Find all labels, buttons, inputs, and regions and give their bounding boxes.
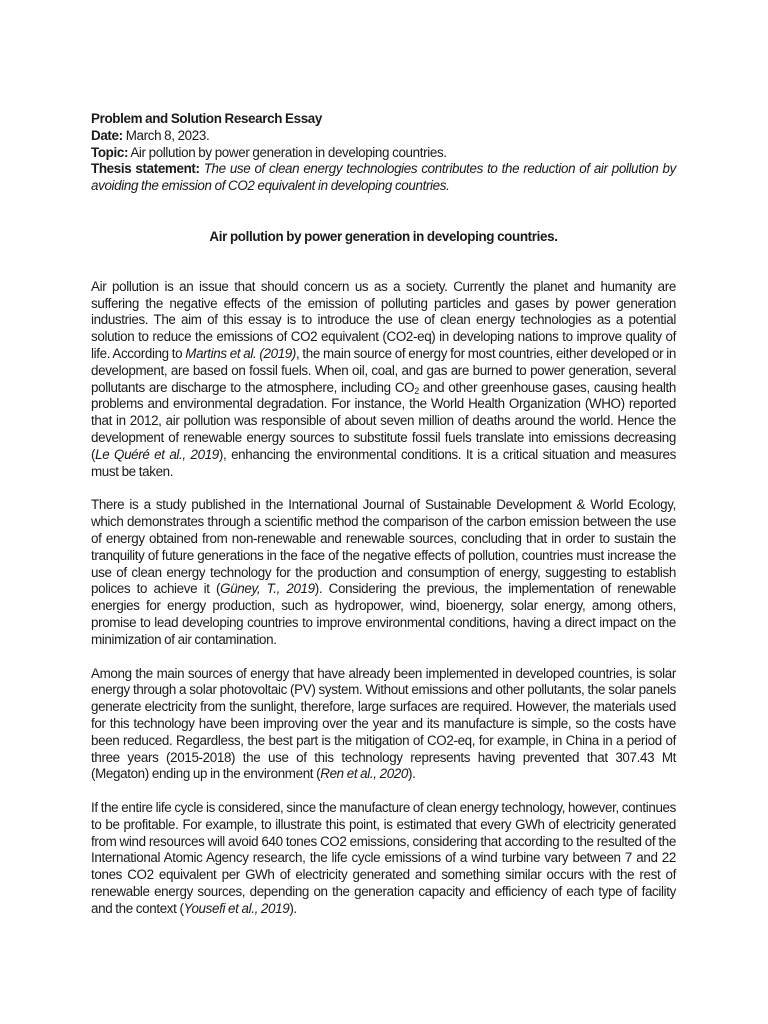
paragraph-text: Among the main sources of energy that have already been implemented in developed countries, is solar energy through a solar photovoltaic (PV) system. Without emissions and other pollutants, the solar panels generate electricity from the sunlight, therefore, large surfaces are required. However, the materials used for this technology have been improving over the year and its manufacture is simple, so the costs have been reduced. Regardless, the best part is the mitigation of CO2-eq, for example, in China in a period of three years (2015-2018) the use of this technology represents having prevented that 307.43 Mt (Megaton) ending up in the environment ( (91, 665, 676, 782)
essay-heading: Problem and Solution Research Essay (91, 111, 322, 126)
citation: Ren et al., 2020 (320, 766, 408, 782)
paragraph-text: If the entire life cycle is considered, since the manufacture of clean energy technology, however, continues to be profitable. For example, to illustrate this point, is estimated that every GWh of electricity generated from wind resources will avoid 640 tones CO2 emissions, considering that according to the resulted of the International Atomic Agency research, the life cycle emissions of a wind turbine vary between 7 and 22 tones CO2 equivalent per GWh of electricity generated and something similar occurs with the rest of renewable energy sources, depending on the generation capacity and efficiency of each type of facility and the context ( (91, 800, 676, 916)
topic-value: Air pollution by power generation in developing countries. (130, 144, 447, 160)
paragraph-text: There is a study published in the International Journal of Sustainable Development & World Ecology, which demonstrates through a scientific method the comparison of the carbon emission between the use of energy obtained from non-renewable and renewable sources, concluding that in order to sustain the tranquility of future generations in the face of the negative effects of pollution, countries must increase the use of clean energy technology for the production and consumption of energy, suggesting to establish polices to achieve it ( (91, 497, 676, 597)
paragraph-4 (91, 800, 676, 918)
date-label: Date: (91, 127, 123, 143)
paragraph-text: ). (408, 766, 416, 782)
date-line (91, 128, 676, 145)
thesis-line (91, 161, 676, 195)
paragraph-text: ). Considering the previous, the implementation of renewable energies for energy production, such as hydropower, wind, bioenergy, solar energy, among others, promise to lead developing countries to improve environmental conditions, having a direct impact on the minimization of air contamination. (91, 581, 677, 647)
topic-label: Topic: (91, 144, 129, 160)
paragraph-2 (91, 497, 676, 648)
citation: Martins et al. (2019) (185, 345, 296, 361)
thesis-label: Thesis statement: (91, 161, 200, 177)
essay-title: Air pollution by power generation in developing countries. (209, 228, 558, 244)
subscript: 2 (414, 385, 419, 396)
paragraph-text: ), enhancing the environmental conditions. It is a critical situation and measures must be taken. (91, 446, 676, 479)
paragraph-text: and other greenhouse gases, causing health problems and environmental degradation. For instance, the World Health Organization (WHO) reported that in 2012, air pollution was responsible of about seven million of deaths around the world. Hence the development of renewable energy sources to substitute fossil fuels translate into emissions decreasing ( (91, 379, 676, 462)
paragraph-text: Air pollution is an issue that should concern us as a society. Currently the planet and humanity are suffering the negative effects of the emission of polluting particles and gases by power generation industries. The aim of this essay is to introduce the use of clean energy technologies as a potential solution to reduce the emissions of CO2 equivalent (CO2-eq) in developing nations to improve quality of life. According to (91, 278, 676, 361)
paragraph-1 (91, 279, 676, 481)
citation: Yousefi et al., 2019 (183, 900, 290, 916)
citation: Güney, T., 2019 (220, 581, 315, 597)
document-page (91, 111, 676, 918)
citation: Le Quéré et al., 2019 (95, 446, 219, 462)
paragraph-3 (91, 666, 676, 784)
topic-line (91, 145, 676, 162)
paragraph-text: ). (289, 900, 297, 916)
paragraph-text: , the main source of energy for most countries, either developed or in development, are based on fossil fuels. When oil, coal, and gas are burned to power generation, several pollutants are discharge to the atmosphere, including CO (91, 345, 676, 395)
date-value: March 8, 2023. (125, 127, 210, 143)
thesis-value: The use of clean energy technologies contributes to the reduction of air pollution by avoiding the emission of CO2 equivalent in developing countries. (91, 161, 676, 194)
